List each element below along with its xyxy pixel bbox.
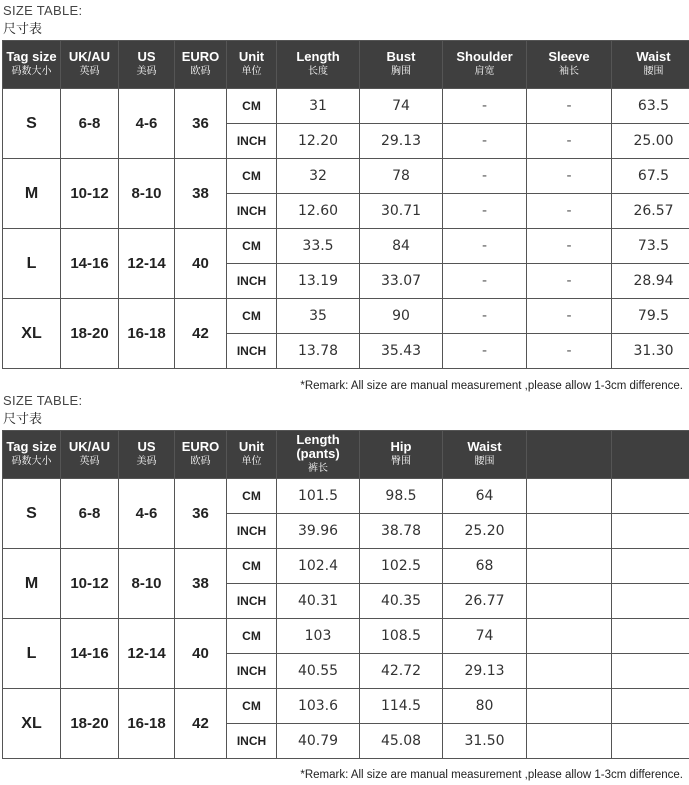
unit-cell: INCH bbox=[227, 724, 277, 759]
pants-length-cell: 101.5 bbox=[277, 479, 360, 514]
table-row bbox=[3, 619, 689, 654]
hip-cell: 42.72 bbox=[360, 654, 443, 689]
header-waist: Waist 腰围 bbox=[443, 431, 527, 479]
waist-cell: 31.30 bbox=[612, 334, 689, 369]
length-cell: 13.19 bbox=[277, 264, 360, 299]
header-tag-size: Tag size 码数大小 bbox=[3, 41, 61, 89]
bust-cell: 84 bbox=[360, 229, 443, 264]
header-tag-size: Tag size 码数大小 bbox=[3, 431, 61, 479]
uk-size-cell: 10-12 bbox=[61, 549, 119, 619]
bust-cell: 29.13 bbox=[360, 124, 443, 159]
us-size-cell: 16-18 bbox=[119, 299, 175, 369]
length-cell: 13.78 bbox=[277, 334, 360, 369]
measurement-remark: *Remark: All size are manual measurement ,please allow 1-3cm difference. bbox=[300, 380, 683, 392]
waist-cell: 74 bbox=[443, 619, 527, 654]
header-hip: Hip 臀围 bbox=[360, 431, 443, 479]
bust-cell: 35.43 bbox=[360, 334, 443, 369]
unit-cell: CM bbox=[227, 619, 277, 654]
empty-cell bbox=[612, 619, 689, 654]
table-row bbox=[3, 689, 689, 724]
size-tag-cell: M bbox=[3, 549, 61, 619]
table-row bbox=[3, 159, 689, 194]
empty-cell bbox=[527, 584, 612, 619]
waist-cell: 64 bbox=[443, 479, 527, 514]
waist-cell: 26.57 bbox=[612, 194, 689, 229]
unit-cell: CM bbox=[227, 549, 277, 584]
empty-cell bbox=[612, 514, 689, 549]
table-row bbox=[3, 89, 689, 124]
size-tag-cell: M bbox=[3, 159, 61, 229]
unit-cell: CM bbox=[227, 229, 277, 264]
shoulder-cell: - bbox=[443, 124, 527, 159]
pants-length-cell: 40.79 bbox=[277, 724, 360, 759]
unit-cell: CM bbox=[227, 299, 277, 334]
uk-size-cell: 10-12 bbox=[61, 159, 119, 229]
waist-cell: 26.77 bbox=[443, 584, 527, 619]
waist-cell: 73.5 bbox=[612, 229, 689, 264]
bust-cell: 78 bbox=[360, 159, 443, 194]
shoulder-cell: - bbox=[443, 89, 527, 124]
euro-size-cell: 36 bbox=[175, 479, 227, 549]
table-row bbox=[3, 479, 689, 514]
header-unit: Unit 单位 bbox=[227, 431, 277, 479]
size-tag-cell: XL bbox=[3, 689, 61, 759]
size-tag-cell: S bbox=[3, 479, 61, 549]
uk-size-cell: 14-16 bbox=[61, 229, 119, 299]
uk-size-cell: 6-8 bbox=[61, 479, 119, 549]
waist-cell: 31.50 bbox=[443, 724, 527, 759]
size-tag-cell: XL bbox=[3, 299, 61, 369]
pants-length-cell: 39.96 bbox=[277, 514, 360, 549]
empty-cell bbox=[612, 689, 689, 724]
empty-cell bbox=[527, 479, 612, 514]
header-uk-au: UK/AU 英码 bbox=[61, 41, 119, 89]
sleeve-cell: - bbox=[527, 159, 612, 194]
euro-size-cell: 42 bbox=[175, 689, 227, 759]
hip-cell: 45.08 bbox=[360, 724, 443, 759]
pants-length-cell: 40.55 bbox=[277, 654, 360, 689]
waist-cell: 79.5 bbox=[612, 299, 689, 334]
table-header-row bbox=[3, 41, 689, 89]
header-waist: Waist 腰围 bbox=[612, 41, 689, 89]
us-size-cell: 4-6 bbox=[119, 479, 175, 549]
hip-cell: 114.5 bbox=[360, 689, 443, 724]
section-subtitle: 尺寸表 bbox=[3, 21, 43, 36]
us-size-cell: 16-18 bbox=[119, 689, 175, 759]
uk-size-cell: 6-8 bbox=[61, 89, 119, 159]
unit-cell: INCH bbox=[227, 334, 277, 369]
header-sleeve: Sleeve 袖长 bbox=[527, 41, 612, 89]
waist-cell: 25.00 bbox=[612, 124, 689, 159]
empty-cell bbox=[527, 689, 612, 724]
waist-cell: 67.5 bbox=[612, 159, 689, 194]
section-title: SIZE TABLE: bbox=[3, 3, 83, 18]
header-euro: EURO 欧码 bbox=[175, 431, 227, 479]
header-length: Length 长度 bbox=[277, 41, 360, 89]
empty-cell bbox=[612, 584, 689, 619]
unit-cell: CM bbox=[227, 159, 277, 194]
hip-cell: 102.5 bbox=[360, 549, 443, 584]
size-tag-cell: L bbox=[3, 229, 61, 299]
empty-cell bbox=[612, 549, 689, 584]
empty-cell bbox=[527, 654, 612, 689]
table-row bbox=[3, 549, 689, 584]
header-us: US 美码 bbox=[119, 431, 175, 479]
unit-cell: CM bbox=[227, 479, 277, 514]
shoulder-cell: - bbox=[443, 264, 527, 299]
unit-cell: INCH bbox=[227, 514, 277, 549]
header-us: US 美码 bbox=[119, 41, 175, 89]
euro-size-cell: 40 bbox=[175, 229, 227, 299]
uk-size-cell: 18-20 bbox=[61, 299, 119, 369]
header-shoulder: Shoulder 肩宽 bbox=[443, 41, 527, 89]
sleeve-cell: - bbox=[527, 229, 612, 264]
sleeve-cell: - bbox=[527, 299, 612, 334]
top-size-table bbox=[2, 40, 689, 369]
length-cell: 32 bbox=[277, 159, 360, 194]
unit-cell: INCH bbox=[227, 124, 277, 159]
bust-cell: 30.71 bbox=[360, 194, 443, 229]
shoulder-cell: - bbox=[443, 334, 527, 369]
waist-cell: 68 bbox=[443, 549, 527, 584]
shoulder-cell: - bbox=[443, 299, 527, 334]
uk-size-cell: 14-16 bbox=[61, 619, 119, 689]
unit-cell: CM bbox=[227, 689, 277, 724]
us-size-cell: 8-10 bbox=[119, 159, 175, 229]
empty-cell bbox=[527, 619, 612, 654]
shoulder-cell: - bbox=[443, 159, 527, 194]
empty-cell bbox=[527, 549, 612, 584]
pants-length-cell: 40.31 bbox=[277, 584, 360, 619]
sleeve-cell: - bbox=[527, 264, 612, 299]
hip-cell: 38.78 bbox=[360, 514, 443, 549]
section-subtitle: 尺寸表 bbox=[3, 411, 43, 426]
waist-cell: 25.20 bbox=[443, 514, 527, 549]
uk-size-cell: 18-20 bbox=[61, 689, 119, 759]
unit-cell: INCH bbox=[227, 194, 277, 229]
pants-length-cell: 103 bbox=[277, 619, 360, 654]
empty-cell bbox=[612, 654, 689, 689]
empty-cell bbox=[527, 724, 612, 759]
euro-size-cell: 42 bbox=[175, 299, 227, 369]
measurement-remark: *Remark: All size are manual measurement ,please allow 1-3cm difference. bbox=[300, 769, 683, 781]
bottom-size-table bbox=[2, 430, 689, 759]
length-cell: 31 bbox=[277, 89, 360, 124]
bust-cell: 90 bbox=[360, 299, 443, 334]
size-tag-cell: L bbox=[3, 619, 61, 689]
unit-cell: CM bbox=[227, 89, 277, 124]
sleeve-cell: - bbox=[527, 194, 612, 229]
table-row bbox=[3, 299, 689, 334]
waist-cell: 29.13 bbox=[443, 654, 527, 689]
empty-cell bbox=[612, 724, 689, 759]
unit-cell: INCH bbox=[227, 584, 277, 619]
shoulder-cell: - bbox=[443, 229, 527, 264]
length-cell: 12.60 bbox=[277, 194, 360, 229]
waist-cell: 28.94 bbox=[612, 264, 689, 299]
sleeve-cell: - bbox=[527, 334, 612, 369]
size-tag-cell: S bbox=[3, 89, 61, 159]
hip-cell: 40.35 bbox=[360, 584, 443, 619]
hip-cell: 108.5 bbox=[360, 619, 443, 654]
section-title: SIZE TABLE: bbox=[3, 393, 83, 408]
length-cell: 33.5 bbox=[277, 229, 360, 264]
header-unit: Unit 单位 bbox=[227, 41, 277, 89]
euro-size-cell: 38 bbox=[175, 159, 227, 229]
empty-cell bbox=[612, 479, 689, 514]
unit-cell: INCH bbox=[227, 654, 277, 689]
header-length-pants: Length (pants) 裤长 bbox=[277, 431, 360, 479]
us-size-cell: 12-14 bbox=[119, 619, 175, 689]
header-empty bbox=[612, 431, 689, 479]
shoulder-cell: - bbox=[443, 194, 527, 229]
sleeve-cell: - bbox=[527, 89, 612, 124]
pants-length-cell: 103.6 bbox=[277, 689, 360, 724]
unit-cell: INCH bbox=[227, 264, 277, 299]
header-uk-au: UK/AU 英码 bbox=[61, 431, 119, 479]
euro-size-cell: 36 bbox=[175, 89, 227, 159]
sleeve-cell: - bbox=[527, 124, 612, 159]
us-size-cell: 8-10 bbox=[119, 549, 175, 619]
us-size-cell: 4-6 bbox=[119, 89, 175, 159]
waist-cell: 63.5 bbox=[612, 89, 689, 124]
euro-size-cell: 38 bbox=[175, 549, 227, 619]
table-header-row bbox=[3, 431, 689, 479]
table-row bbox=[3, 229, 689, 264]
waist-cell: 80 bbox=[443, 689, 527, 724]
bust-cell: 74 bbox=[360, 89, 443, 124]
length-cell: 12.20 bbox=[277, 124, 360, 159]
length-cell: 35 bbox=[277, 299, 360, 334]
header-empty bbox=[527, 431, 612, 479]
pants-length-cell: 102.4 bbox=[277, 549, 360, 584]
euro-size-cell: 40 bbox=[175, 619, 227, 689]
header-bust: Bust 胸围 bbox=[360, 41, 443, 89]
empty-cell bbox=[527, 514, 612, 549]
header-euro: EURO 欧码 bbox=[175, 41, 227, 89]
hip-cell: 98.5 bbox=[360, 479, 443, 514]
bust-cell: 33.07 bbox=[360, 264, 443, 299]
us-size-cell: 12-14 bbox=[119, 229, 175, 299]
